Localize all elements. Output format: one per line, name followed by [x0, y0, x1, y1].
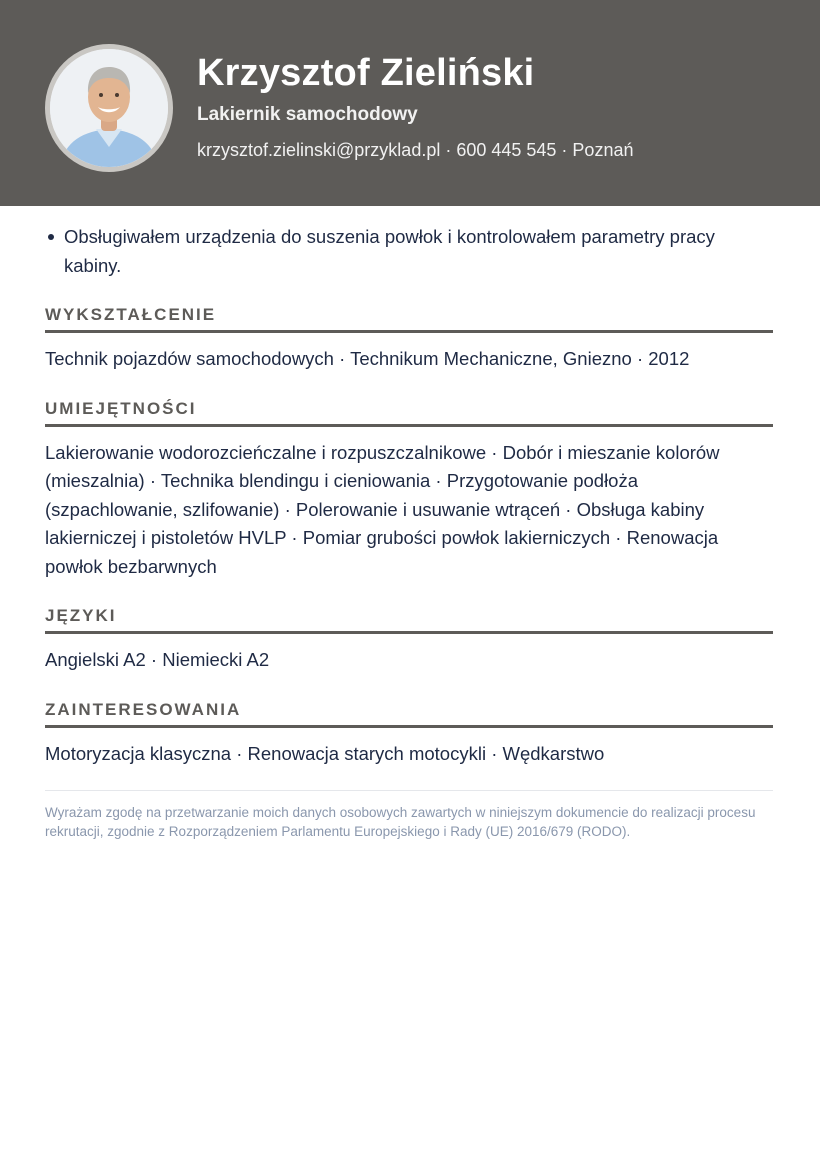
- avatar: [45, 44, 173, 172]
- section-title: JĘZYKI: [45, 606, 773, 634]
- section-title: UMIEJĘTNOŚCI: [45, 399, 773, 427]
- section-interests: [45, 700, 773, 769]
- experience-bullet: Obsługiwałem urządzenia do suszenia powłok i kontrolowałem parametry pracy kabiny.: [45, 222, 773, 280]
- section-skills: [45, 399, 773, 582]
- resume-content: [45, 222, 773, 841]
- section-education: [45, 305, 773, 374]
- languages-text: Angielski A2 · Niemiecki A2: [45, 649, 270, 670]
- experience-bullets: [45, 222, 773, 280]
- skills-text: Lakierowanie wodorozcieńczalne i rozpuszczalnikowe · Dobór i mieszanie kolorów (mieszalnia) · Technika blendingu i cieniowania · Przygotowanie podłoża (szpachlowanie, szlifowanie) · Polerowanie i usuwanie wtrąceń · Obsługa kabiny lakierniczej i pistoletów HVLP · Pomiar grubości powłok lakierniczych · Renowacja powłok bezbarwnych: [45, 441, 720, 577]
- interests-text: Motoryzacja klasyczna · Renowacja starych motocykli · Wędkarstwo: [45, 742, 605, 764]
- job-title: Lakiernik samochodowy: [197, 104, 418, 125]
- section-title: WYKSZTAŁCENIE: [45, 305, 773, 333]
- section-languages: [45, 606, 773, 675]
- education-text: Technik pojazdów samochodowych · Technikum Mechaniczne, Gniezno · 2012: [45, 348, 690, 369]
- candidate-name: Krzysztof Zieliński: [197, 52, 535, 94]
- contact-line: krzysztof.zielinski@przyklad.pl · 600 445 545 · Poznań: [197, 140, 634, 160]
- section-title: ZAINTERESOWANIA: [45, 700, 773, 728]
- header-banner: [0, 0, 820, 206]
- gdpr-consent: Wyrażam zgodę na przetwarzanie moich danych osobowych zawartych w niniejszym dokumencie do realizacji procesu rekrutacji, zgodnie z Rozporządzeniem Parlamentu Europejskiego i Rady (UE) 2016/679 (RODO).: [45, 805, 756, 839]
- profile-photo-icon: [50, 49, 168, 167]
- footer-divider: [45, 790, 773, 791]
